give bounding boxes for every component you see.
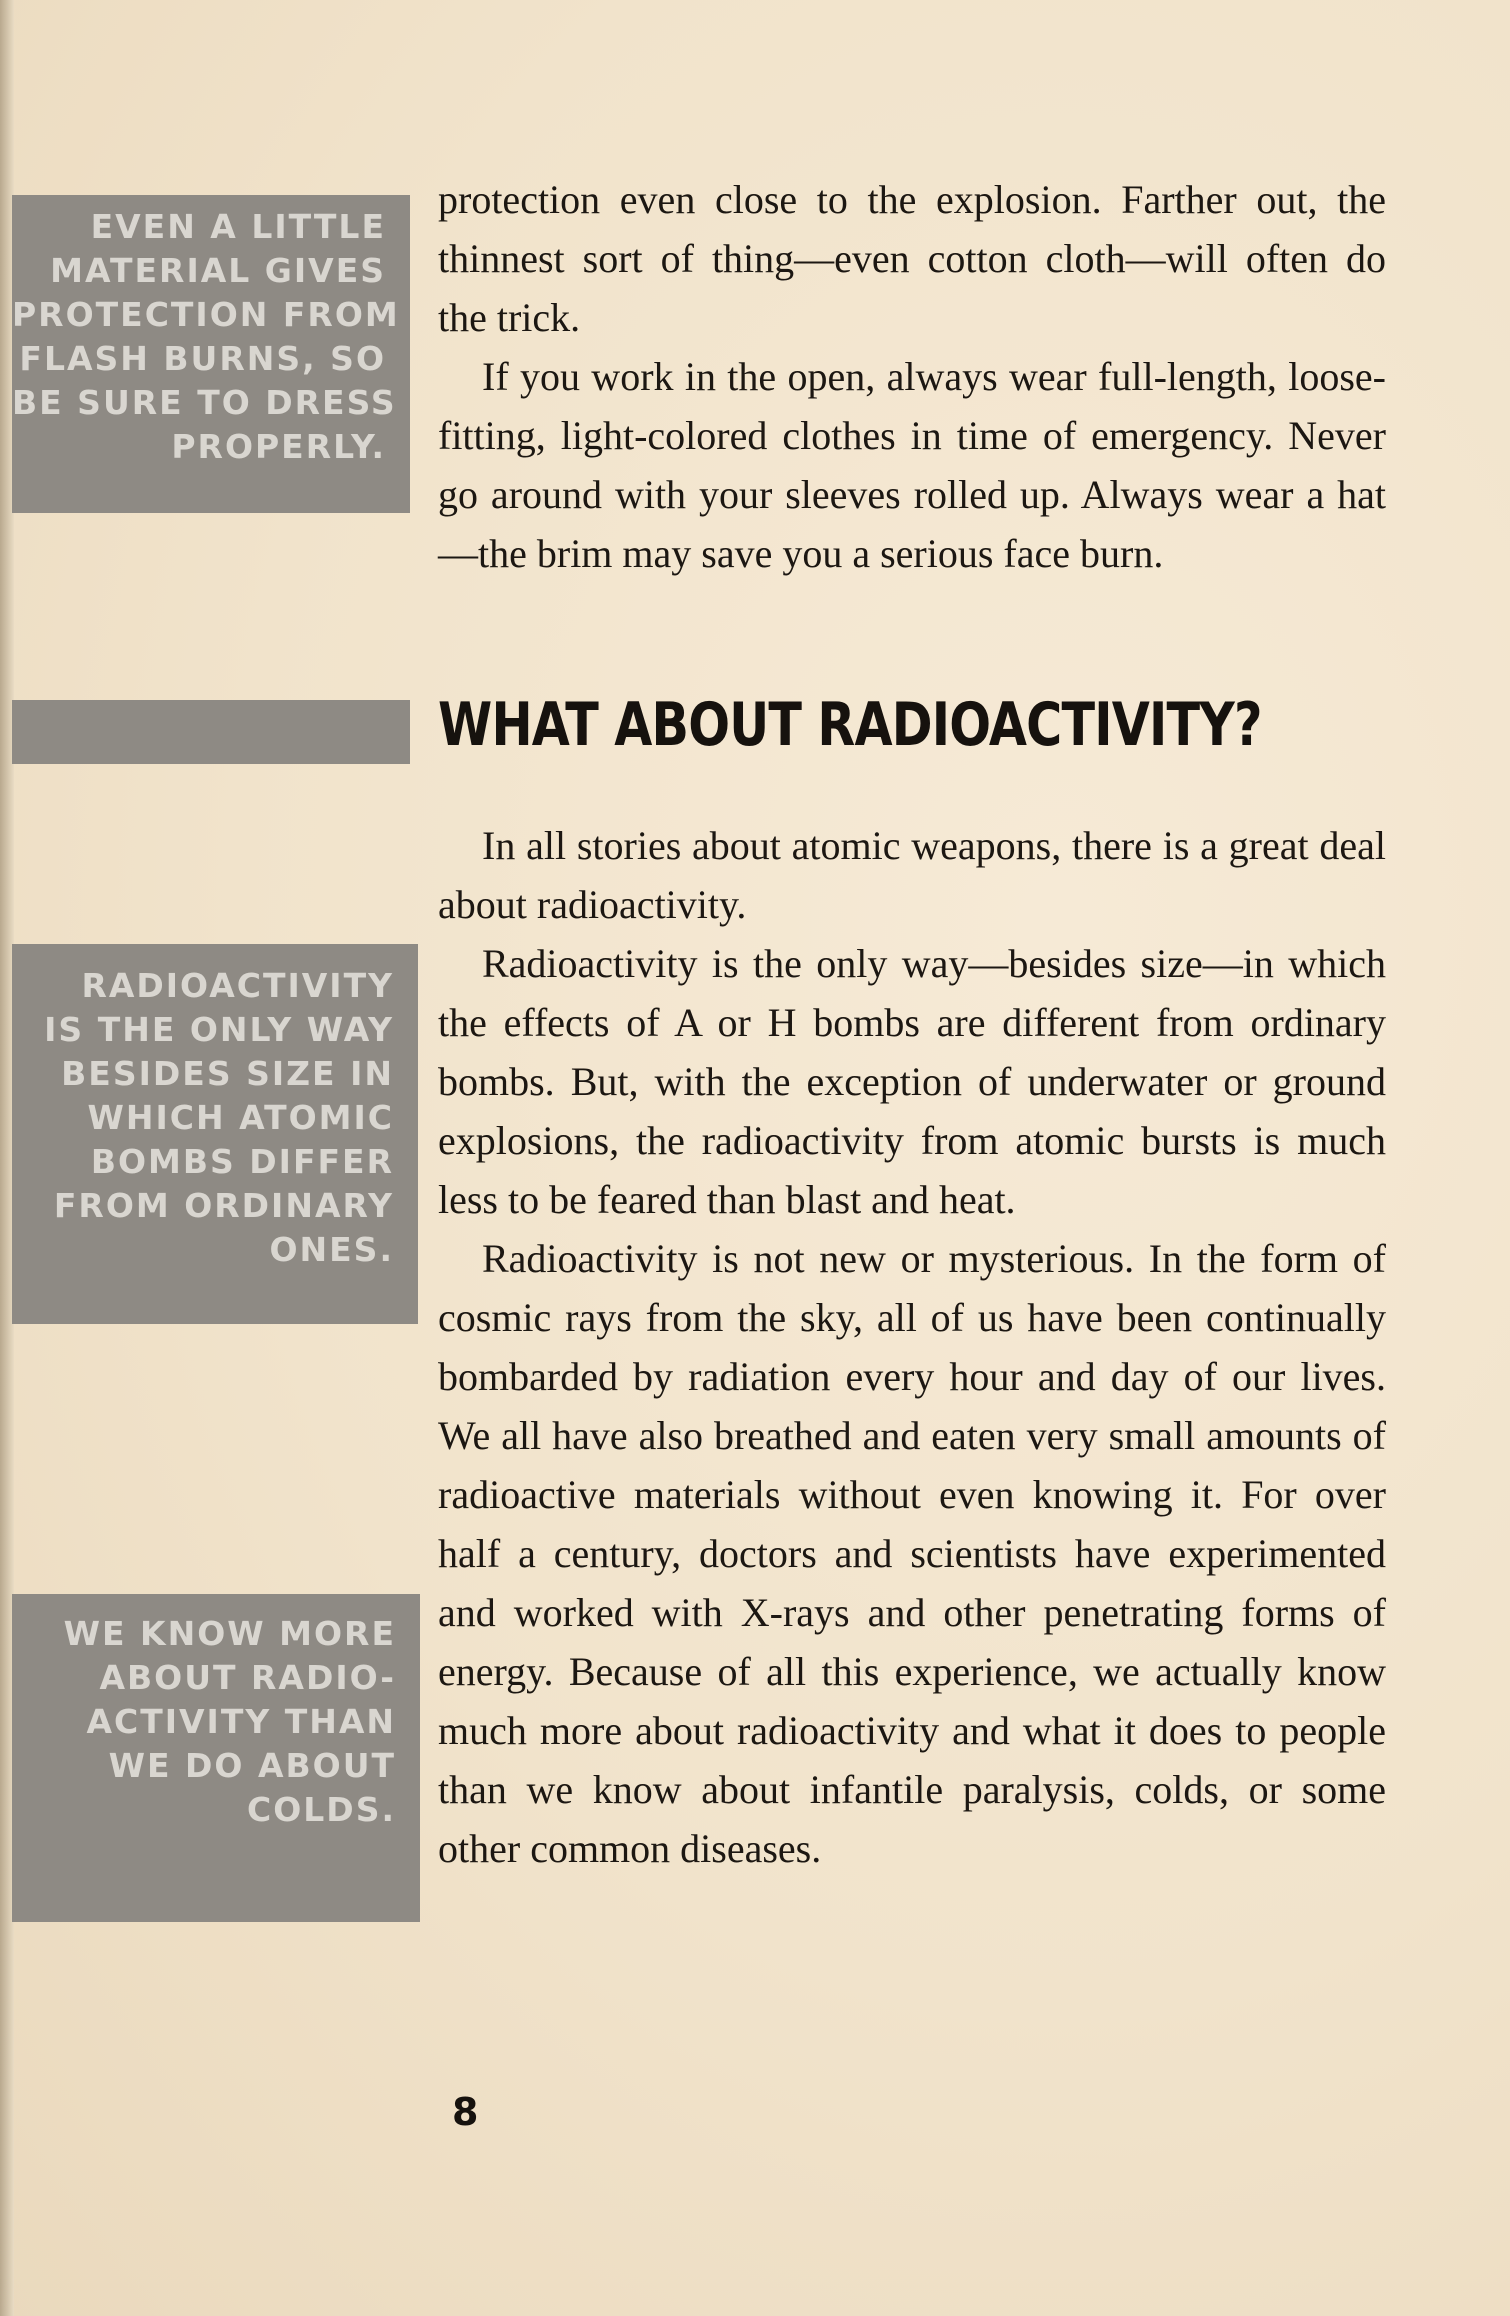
body-text-top [438, 170, 1386, 583]
paragraph-only-way: Radioactivity is the only way—besides size—in which the effects of A or H bombs are different from ordinary bombs. But, with the exception of underwater or ground explosions, the radioactivity from atomic bursts is much less to be feared than blast and heat. [438, 941, 1386, 1222]
paragraph-protection: protection even close to the explosion. Farther out, the thinnest sort of thing—even cotton cloth—will often do the trick. [438, 177, 1386, 340]
sidebar-note-radioactivity [12, 944, 418, 1324]
paragraph-not-new: Radioactivity is not new or mysterious. In the form of cosmic rays from the sky, all of us have been continually bombarded by radiation every hour and day of our lives. We all have also breathed and eaten very small amounts of radioactive materials without even knowing it. For over half a century, doctors and scientists have experimented and worked with X-rays and other penetrating forms of energy. Because of all this experience, we actually know much more about radioactivity and what it does to people than we know about infantile paralysis, colds, or some other common diseases. [438, 1236, 1386, 1871]
sidebar-note-line: WHICH ATOMIC [87, 1098, 394, 1137]
sidebar-note-line: IS THE ONLY WAY [44, 1010, 394, 1049]
sidebar-note-line: ABOUT RADIO- [99, 1658, 396, 1697]
sidebar-note-line: FLASH BURNS, SO [19, 339, 386, 378]
sidebar-note-line: FROM ORDINARY [53, 1186, 394, 1225]
sidebar-note-line: BOMBS DIFFER [90, 1142, 394, 1181]
paragraph-stories: In all stories about atomic weapons, there is a great deal about radioactivity. [438, 823, 1386, 927]
sidebar-note-line: BE SURE TO DRESS [12, 383, 397, 422]
sidebar-note-line: PROTECTION FROM [12, 295, 400, 334]
sidebar-note-line: EVEN A LITTLE [90, 207, 386, 246]
sidebar-note-line: ACTIVITY THAN [86, 1702, 396, 1741]
sidebar-note-colds [12, 1594, 420, 1922]
paragraph-clothing: If you work in the open, always wear full-length, loose-fitting, light-colored clothes in time of emergency. Never go around with your sleeves rolled up. Always wear a hat—the brim may save you a serious face burn. [438, 354, 1386, 576]
sidebar-note-line: BESIDES SIZE IN [61, 1054, 394, 1093]
sidebar-note-flash-burns [12, 195, 410, 513]
sidebar-note-line: ONES. [269, 1230, 394, 1269]
sidebar-note-line: COLDS. [247, 1790, 396, 1829]
page-number: 8 [452, 2090, 479, 2134]
body-text-radioactivity [438, 816, 1386, 1878]
sidebar-note-line: MATERIAL GIVES [50, 251, 386, 290]
sidebar-heading-bar [12, 700, 410, 764]
sidebar-note-line: WE DO ABOUT [108, 1746, 396, 1785]
sidebar-note-line: RADIOACTIVITY [81, 966, 394, 1005]
section-heading: WHAT ABOUT RADIOACTIVITY? [438, 690, 1262, 760]
sidebar-note-line: PROPERLY. [171, 427, 386, 466]
sidebar-note-line: WE KNOW MORE [63, 1614, 396, 1653]
